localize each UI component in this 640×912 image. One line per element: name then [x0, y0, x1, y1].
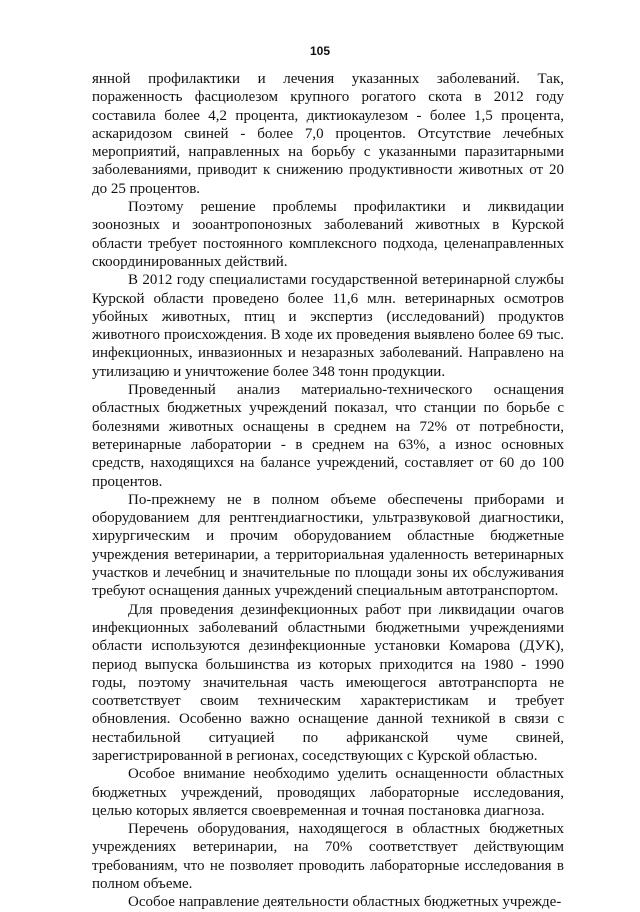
paragraph-4: Проведенный анализ материально-технического оснащения областных бюджетных учреждений показал, что станции по борьбе с болезнями животных оснащены в среднем на 72% от потребности, ветеринарные лаборатории - в среднем на 63%, а износ основных средств, находящихся на балансе учреждений, составляет от 60 до 100 процентов.	[92, 382, 564, 490]
paragraph-1: янной профилактики и лечения указанных заболеваний. Так, пораженность фасциолезом крупного рогатого скота в 2012 году составила более 4,2 процента, диктиокаулезом - более 1,5 процента, аскаридозом свиней - более 7,0 процентов. Отсутствие лечебных мероприятий, направленных на борьбу с указанными паразитарными заболеваниями, приводит к снижению продуктивности животных от 20 до 25 процентов.	[92, 71, 564, 197]
paragraph-6: Для проведения дезинфекционных работ при ликвидации очагов инфекционных заболеваний областными бюджетными учреждениями области используются дезинфекционные установки Комарова (ДУК), период выпуска большинства из которых приходится на 1980 - 1990 годы, поэтому значительная часть имеющегося автотранспорта не соответствует своим техническим характеристикам и требует обновления. Особенно важно оснащение данной техникой в связи с нестабильной ситуацией по африканской чуме свиней, зарегистрированной в регионах, соседствующих с Курской областью.	[92, 601, 564, 764]
paragraph-3: В 2012 году специалистами государственной ветеринарной службы Курской области проведено более 11,6 млн. ветеринарных осмотров убойных животных, птиц и экспертиз (исследований) продуктов животного происхождения. В ходе их проведения выявлено более 69 тыс. инфекционных, инвазионных и незаразных заболеваний. Направлено на утилизацию и уничтожение более 348 тонн продукции.	[92, 272, 564, 380]
paragraph-7: Особое внимание необходимо уделить оснащенности областных бюджетных учреждений, проводящих лабораторные исследования, целью которых является своевременная и точная постановка диагноза.	[92, 766, 564, 819]
paragraph-9: Особое направление деятельности областных бюджетных учрежде-	[128, 894, 562, 911]
paragraph-8: Перечень оборудования, находящегося в областных бюджетных учреждениях ветеринарии, на 70% соответствует действующим требованиям, что не позволяет проводить лабораторные исследования в полном объеме.	[92, 821, 564, 893]
paragraph-2: Поэтому решение проблемы профилактики и ликвидации зоонозных и зооантропонозных заболеваний животных в Курской области требует постоянного комплексного подхода, целенаправленных скоординированных действий.	[92, 199, 564, 270]
page-number: 105	[309, 44, 331, 58]
body-text	[92, 70, 564, 912]
paragraph-5: По-прежнему не в полном объеме обеспечены приборами и оборудованием для рентгендиагностики, ультразвуковой диагностики, хирургическим и прочим оборудованием областные бюджетные учреждения ветеринарии, а территориальная удаленность ветеринарных участков и лечебниц и значительные по площади зоны их обслуживания требуют оснащения данных учреждений специальным автотранспортом.	[92, 491, 564, 600]
